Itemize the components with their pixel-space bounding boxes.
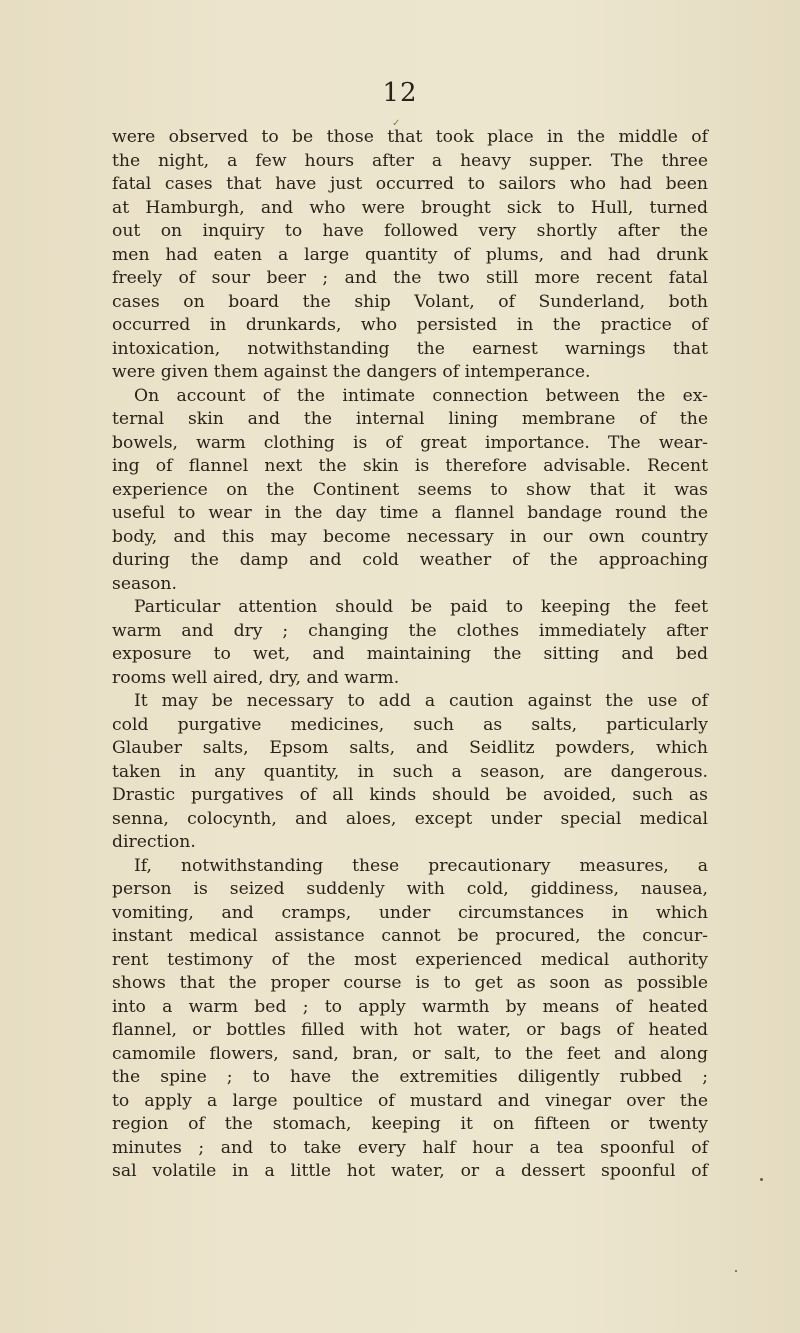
text-line: warm and dry ; changing the clothes immediately after bbox=[112, 620, 708, 641]
text-line: were observed to be those that took place in the middle of bbox=[112, 127, 708, 147]
text-line: occurred in drunkards, who persisted in the practice of bbox=[112, 315, 708, 335]
text-line: camomile flowers, sand, bran, or salt, to the feet and along bbox=[112, 1043, 708, 1064]
text-line: minutes ; and to take every half hour a tea spoonful of bbox=[112, 1137, 708, 1158]
text-line: person is seized suddenly with cold, giddiness, nausea, bbox=[112, 879, 708, 899]
text-line: fatal cases that have just occurred to sailors who had been bbox=[112, 174, 708, 194]
text-line: Drastic purgatives of all kinds should be avoided, such as bbox=[112, 785, 708, 805]
text-line: sal volatile in a little hot water, or a dessert spoonful of bbox=[112, 1161, 708, 1181]
paper-speck bbox=[735, 1270, 737, 1272]
text-line: region of the stomach, keeping it on fifteen or twenty bbox=[112, 1114, 708, 1134]
text-line: cases on board the ship Volant, of Sunderland, both bbox=[112, 291, 708, 312]
text-line: to apply a large poultice of mustard and vinegar over the bbox=[112, 1090, 708, 1111]
text-line: rent testimony of the most experienced medical authority bbox=[112, 949, 708, 970]
text-line: ternal skin and the internal lining membrane of the bbox=[112, 409, 708, 429]
page-number: 12 bbox=[382, 78, 418, 108]
pencil-mark: ✓ bbox=[392, 118, 401, 129]
text-line: instant medical assistance cannot be procured, the concur- bbox=[112, 926, 708, 946]
text-line: during the damp and cold weather of the approaching bbox=[112, 550, 708, 570]
text-line: rooms well aired, dry, and warm. bbox=[112, 667, 400, 688]
text-line: cold purgative medicines, such as salts, particularly bbox=[112, 714, 708, 735]
text-line: were given them against the dangers of intemperance. bbox=[112, 362, 591, 382]
text-line: freely of sour beer ; and the two still more recent fatal bbox=[112, 268, 708, 288]
text-line: On account of the intimate connection between the ex- bbox=[134, 385, 708, 406]
text-line: If, notwithstanding these precautionary measures, a bbox=[134, 855, 708, 876]
text-line: ing of flannel next the skin is therefore advisable. Recent bbox=[112, 456, 708, 476]
text-line: direction. bbox=[112, 832, 196, 852]
text-line: flannel, or bottles filled with hot water, or bags of heated bbox=[112, 1020, 708, 1040]
body-text bbox=[112, 126, 708, 1184]
text-line: shows that the proper course is to get as soon as possible bbox=[112, 973, 708, 993]
text-line: the night, a few hours after a heavy supper. The three bbox=[112, 150, 708, 171]
text-line: useful to wear in the day time a flannel bandage round the bbox=[112, 503, 708, 523]
text-line: vomiting, and cramps, under circumstances in which bbox=[112, 902, 708, 923]
text-line: body, and this may become necessary in our own country bbox=[112, 526, 708, 547]
text-line: senna, colocynth, and aloes, except under special medical bbox=[112, 808, 708, 829]
text-line: It may be necessary to add a caution against the use of bbox=[134, 691, 708, 711]
text-line: experience on the Continent seems to show that it was bbox=[112, 479, 708, 500]
text-line: out on inquiry to have followed very shortly after the bbox=[112, 221, 708, 241]
text-line: the spine ; to have the extremities diligently rubbed ; bbox=[112, 1067, 708, 1087]
text-line: Particular attention should be paid to keeping the feet bbox=[134, 597, 708, 617]
text-line: at Hamburgh, and who were brought sick to Hull, turned bbox=[112, 197, 708, 218]
text-line: Glauber salts, Epsom salts, and Seidlitz powders, which bbox=[112, 738, 708, 758]
text-line: men had eaten a large quantity of plums, and had drunk bbox=[112, 244, 708, 265]
text-line: taken in any quantity, in such a season, are dangerous. bbox=[112, 761, 708, 782]
text-line: intoxication, notwithstanding the earnest warnings that bbox=[112, 338, 708, 359]
text-line: exposure to wet, and maintaining the sitting and bed bbox=[112, 644, 708, 664]
text-line: into a warm bed ; to apply warmth by means of heated bbox=[112, 996, 708, 1017]
text-line: season. bbox=[112, 573, 177, 594]
paper-speck bbox=[760, 1178, 763, 1181]
text-line: bowels, warm clothing is of great importance. The wear- bbox=[112, 432, 708, 453]
